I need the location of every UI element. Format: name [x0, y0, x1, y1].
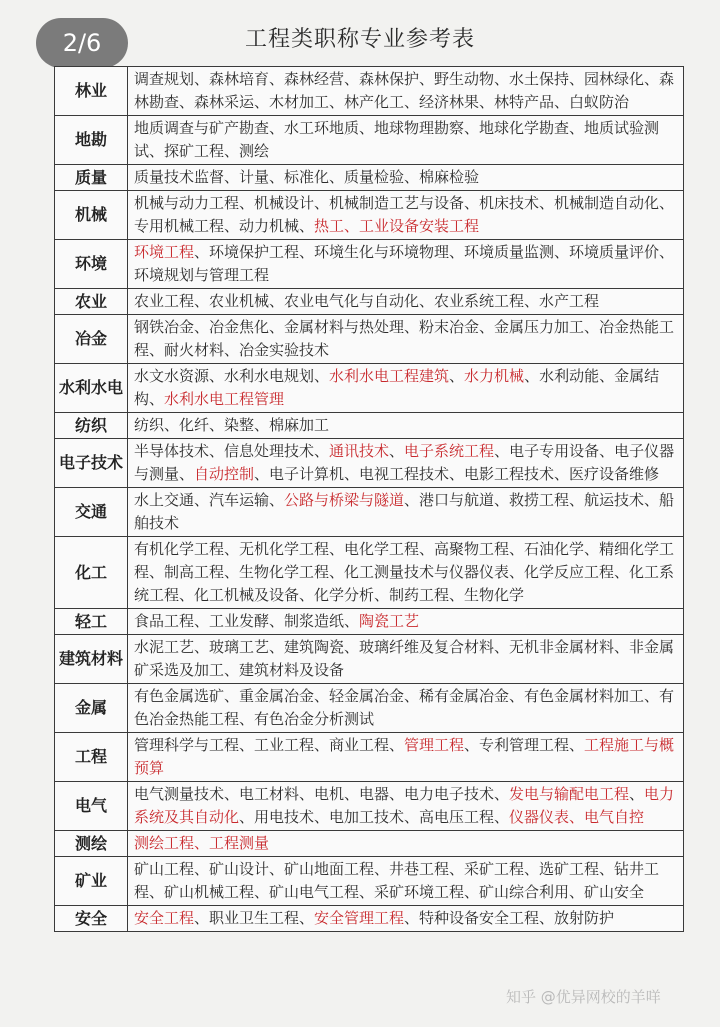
- table-row: [55, 857, 684, 906]
- specialties-cell: [128, 240, 684, 289]
- category-cell: 建筑材料: [55, 635, 128, 684]
- specialty-text: 、电子计算机、电视工程技术、电影工程技术、医疗设备维修: [254, 465, 660, 483]
- specialties-cell: [128, 831, 684, 857]
- watermark: 知乎 @优异网校的羊咩: [506, 988, 661, 1006]
- specialties-cell: [128, 537, 684, 609]
- specialty-text: 调查规划、森林培育、森林经营、森林保护、野生动物、水土保持、园林绿化、森林勘查、森林采运、木材加工、林产化工、经济林果、林特产品、白蚁防治: [134, 70, 675, 111]
- specialties-cell: [128, 733, 684, 782]
- category-cell: 轻工: [55, 609, 128, 635]
- specialties-cell: [128, 684, 684, 733]
- specialties-cell: [128, 906, 684, 932]
- specialty-text: 电气测量技术、电工材料、电机、电器、电力电子技术、: [134, 785, 510, 803]
- category-cell: 纺织: [55, 413, 128, 439]
- table-row: [55, 67, 684, 116]
- highlighted-specialty: 电子系统工程: [404, 442, 495, 460]
- highlighted-specialty: 陶瓷工艺: [359, 612, 420, 630]
- table-row: [55, 609, 684, 635]
- category-cell: 地勘: [55, 116, 128, 165]
- table-row: [55, 413, 684, 439]
- table-row: [55, 782, 684, 831]
- category-cell: 安全: [55, 906, 128, 932]
- specialties-cell: [128, 67, 684, 116]
- specialty-text: 水泥工艺、玻璃工艺、建筑陶瓷、玻璃纤维及复合材料、无机非金属材料、非金属矿采选及加工、建筑材料及设备: [134, 638, 675, 679]
- category-cell: 测绘: [55, 831, 128, 857]
- specialties-cell: [128, 191, 684, 240]
- highlighted-specialty: 通讯技术: [329, 442, 390, 460]
- specialties-cell: [128, 857, 684, 906]
- reference-table: [54, 66, 684, 932]
- specialties-cell: [128, 364, 684, 413]
- highlighted-specialty: 环境工程: [134, 243, 195, 261]
- specialty-text: 管理科学与工程、工业工程、商业工程、: [134, 736, 405, 754]
- specialty-text: 有机化学工程、无机化学工程、电化学工程、高聚物工程、石油化学、精细化学工程、制高工程、生物化学工程、化工测量技术与仪器仪表、化学反应工程、化工系统工程、化工机械及设备、化学分析、制药工程、生物化学: [134, 540, 675, 604]
- specialty-text: 、环境保护工程、环境生化与环境物理、环境质量监测、环境质量评价、环境规划与管理工程: [134, 243, 675, 284]
- table-row: [55, 116, 684, 165]
- table-row: [55, 289, 684, 315]
- table-row: [55, 684, 684, 733]
- table-row: [55, 537, 684, 609]
- highlighted-specialty: 自动控制: [194, 465, 255, 483]
- specialty-text: 农业工程、农业机械、农业电气化与自动化、农业系统工程、水产工程: [134, 292, 600, 310]
- highlighted-specialty: 发电与输配电工程: [509, 785, 630, 803]
- highlighted-specialty: 水利水电工程建筑: [329, 367, 450, 385]
- specialty-text: 食品工程、工业发酵、制浆造纸、: [134, 612, 360, 630]
- category-cell: 机械: [55, 191, 128, 240]
- specialty-text: 半导体技术、信息处理技术、: [134, 442, 330, 460]
- category-cell: 化工: [55, 537, 128, 609]
- specialty-text: 、: [629, 785, 645, 803]
- specialties-cell: [128, 609, 684, 635]
- category-cell: 环境: [55, 240, 128, 289]
- specialty-text: 水文水资源、水利水电规划、: [134, 367, 330, 385]
- specialty-text: 、: [449, 367, 465, 385]
- specialties-cell: [128, 488, 684, 537]
- table-row: [55, 733, 684, 782]
- highlighted-specialty: 安全管理工程: [314, 909, 405, 927]
- specialty-text: 、电子专用设备、电子仪器与测量、: [134, 442, 675, 483]
- specialties-cell: [128, 413, 684, 439]
- specialties-cell: [128, 165, 684, 191]
- table-row: [55, 439, 684, 488]
- specialty-text: 有色金属选矿、重金属冶金、轻金属冶金、稀有金属冶金、有色金属材料加工、有色冶金热能工程、有色冶金分析测试: [134, 687, 675, 728]
- page-title: 工程类职称专业参考表: [244, 27, 475, 52]
- specialties-cell: [128, 116, 684, 165]
- category-cell: 电子技术: [55, 439, 128, 488]
- specialty-text: 机械与动力工程、机械设计、机械制造工艺与设备、机床技术、机械制造自动化、专用机械工程、动力机械、: [134, 194, 675, 235]
- specialty-text: 、特种设备安全工程、放射防护: [404, 909, 615, 927]
- specialty-text: 地质调查与矿产勘查、水工环地质、地球物理勘察、地球化学勘查、地质试验测试、探矿工程、测绘: [134, 119, 660, 160]
- category-cell: 冶金: [55, 315, 128, 364]
- specialty-text: 、水利动能、金属结构、: [134, 367, 660, 408]
- highlighted-specialty: 管理工程: [404, 736, 465, 754]
- category-cell: 水利水电: [55, 364, 128, 413]
- table-row: [55, 635, 684, 684]
- specialty-text: 、用电技术、电加工技术、高电压工程、: [239, 808, 510, 826]
- highlighted-specialty: 热工、工业设备安装工程: [314, 217, 480, 235]
- highlighted-specialty: 水力机械: [464, 367, 525, 385]
- highlighted-specialty: 水利水电工程管理: [164, 390, 285, 408]
- table-row: [55, 488, 684, 537]
- table-row: [55, 831, 684, 857]
- table-row: [55, 906, 684, 932]
- highlighted-specialty: 工程施工与概预算: [134, 736, 675, 777]
- page-indicator-badge: 2/6: [36, 18, 128, 68]
- specialty-text: 矿山工程、矿山设计、矿山地面工程、井巷工程、采矿工程、选矿工程、钻井工程、矿山机械工程、矿山电气工程、采矿环境工程、矿山综合利用、矿山安全: [134, 860, 660, 901]
- category-cell: 质量: [55, 165, 128, 191]
- specialties-cell: [128, 782, 684, 831]
- specialty-text: 、专利管理工程、: [464, 736, 585, 754]
- category-cell: 工程: [55, 733, 128, 782]
- highlighted-specialty: 公路与桥梁与隧道: [284, 491, 405, 509]
- table-row: [55, 191, 684, 240]
- category-cell: 交通: [55, 488, 128, 537]
- table-row: [55, 315, 684, 364]
- specialty-text: 纺织、化纤、染整、棉麻加工: [134, 416, 330, 434]
- table-row: [55, 165, 684, 191]
- table-row: [55, 364, 684, 413]
- specialty-text: 质量技术监督、计量、标准化、质量检验、棉麻检验: [134, 168, 480, 186]
- specialty-text: 、: [389, 442, 405, 460]
- category-cell: 电气: [55, 782, 128, 831]
- specialty-text: 、职业卫生工程、: [194, 909, 315, 927]
- category-cell: 矿业: [55, 857, 128, 906]
- highlighted-specialty: 电力系统及其自动化: [134, 785, 675, 826]
- specialty-text: 水上交通、汽车运输、: [134, 491, 285, 509]
- highlighted-specialty: 安全工程: [134, 909, 195, 927]
- category-cell: 金属: [55, 684, 128, 733]
- specialties-cell: [128, 635, 684, 684]
- specialty-text: 钢铁冶金、冶金焦化、金属材料与热处理、粉末冶金、金属压力加工、冶金热能工程、耐火材料、冶金实验技术: [134, 318, 675, 359]
- category-cell: 林业: [55, 67, 128, 116]
- category-cell: 农业: [55, 289, 128, 315]
- specialties-cell: [128, 289, 684, 315]
- specialty-text: 、港口与航道、救捞工程、航运技术、船舶技术: [134, 491, 675, 532]
- highlighted-specialty: 仪器仪表、电气自控: [509, 808, 645, 826]
- highlighted-specialty: 测绘工程、工程测量: [134, 834, 270, 852]
- table-row: [55, 240, 684, 289]
- specialties-cell: [128, 315, 684, 364]
- specialties-cell: [128, 439, 684, 488]
